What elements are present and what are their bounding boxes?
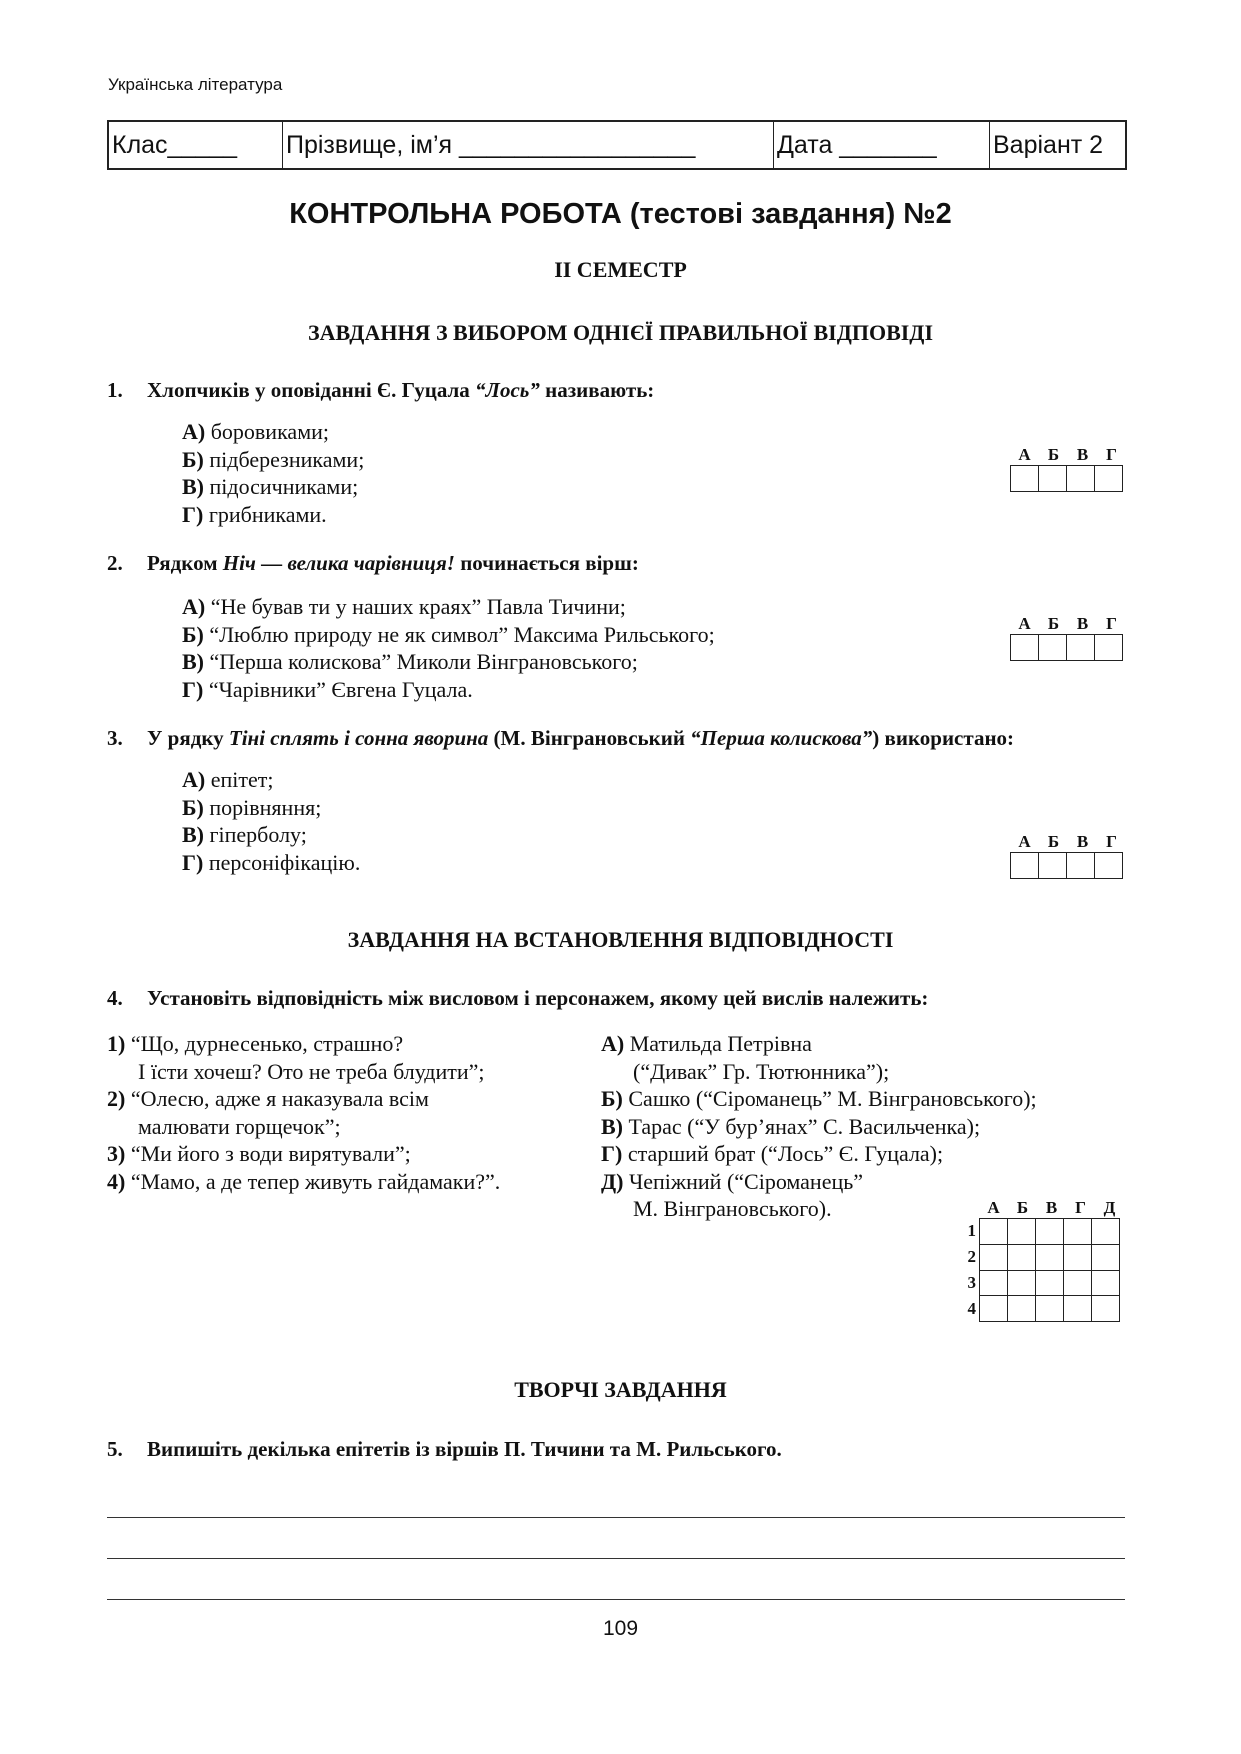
answer-cell[interactable] (980, 1270, 1008, 1296)
option: А) боровиками; (182, 419, 330, 444)
section-heading-single-choice: ЗАВДАННЯ З ВИБОРОМ ОДНІЄЇ ПРАВИЛЬНОЇ ВІДПОВІДІ (307, 320, 934, 345)
question-text: Рядком (147, 551, 223, 575)
option: Г) грибниками. (182, 501, 327, 527)
question-number: 4. (107, 986, 123, 1010)
answer-grid-q1: А Б В Г (1010, 445, 1135, 492)
character-item: А) Матильда Петрівна (601, 1031, 812, 1056)
question-text: Випишіть декілька епітетів із віршів П. Тичини та М. Рильського. (147, 1437, 782, 1461)
answer-cell[interactable] (1092, 1219, 1120, 1245)
question-2 (107, 551, 639, 576)
question-text: починається вірш: (454, 551, 639, 575)
name-field[interactable]: Прізвище, ім’я _________________ (283, 122, 774, 168)
option: Б) підберезниками; (182, 446, 365, 472)
answer-grid-q3: А Б В Г (1010, 832, 1135, 879)
answer-cell[interactable] (1008, 1244, 1036, 1270)
character-item: Д) Чепіжний (“Сіроманець” (601, 1168, 864, 1194)
answer-cell[interactable] (980, 1296, 1008, 1322)
answer-cell[interactable] (1092, 1296, 1120, 1322)
quote-item: І їсти хочеш? Ото не треба блудити”; (138, 1058, 485, 1084)
character-item: М. Вінграновського). (633, 1196, 832, 1221)
quote-item: 4) “Мамо, а де тепер живуть гайдамаки?”. (107, 1168, 501, 1194)
answer-cell[interactable] (1064, 1244, 1092, 1270)
answer-cell[interactable] (1064, 1219, 1092, 1245)
option: А) епітет; (182, 767, 274, 792)
character-item: (“Дивак” Гр. Тютюнника”); (633, 1058, 890, 1084)
subject-label: Українська література (108, 75, 283, 94)
answer-cell[interactable] (1092, 1270, 1120, 1296)
question-number: 2. (107, 551, 123, 575)
question-text: називають: (539, 378, 655, 402)
quote-item: 2) “Олесю, адже я наказувала всім (107, 1086, 429, 1111)
answer-cell[interactable] (1095, 853, 1123, 879)
question-emphasis: “Перша колискова” (690, 726, 873, 750)
answer-cell[interactable] (1039, 853, 1067, 879)
answer-cell[interactable] (1036, 1296, 1064, 1322)
question-4 (107, 986, 928, 1011)
answer-cell[interactable] (980, 1244, 1008, 1270)
section-heading-creative: ТВОРЧІ ЗАВДАННЯ (514, 1377, 727, 1402)
answer-cell[interactable] (1039, 466, 1067, 492)
answer-cell[interactable] (1067, 635, 1095, 661)
option: В) гіперболу; (182, 822, 307, 847)
answer-cell[interactable] (1095, 466, 1123, 492)
answer-grid-q2: А Б В Г (1010, 614, 1135, 661)
matching-answer-grid: А Б В Г Д 1 2 3 4 (962, 1198, 1129, 1322)
question-text: ) використано: (872, 726, 1015, 750)
question-2-options (182, 593, 715, 703)
question-number: 1. (107, 378, 123, 402)
answer-line[interactable] (107, 1517, 1125, 1518)
question-number: 3. (107, 726, 123, 750)
option: Б) порівняння; (182, 794, 322, 820)
answer-cell[interactable] (980, 1219, 1008, 1245)
answer-cell[interactable] (1095, 635, 1123, 661)
page-number: 109 (602, 1617, 639, 1640)
character-item: Б) Сашко (“Сіроманець” М. Вінграновського); (601, 1086, 1037, 1111)
option: Б) “Люблю природу не як символ” Максима Рильського; (182, 621, 715, 647)
question-5 (107, 1437, 782, 1462)
class-field[interactable]: Клас_____ (109, 122, 283, 168)
section-heading-matching: ЗАВДАННЯ НА ВСТАНОВЛЕННЯ ВІДПОВІДНОСТІ (347, 927, 894, 952)
answer-cell[interactable] (1011, 853, 1039, 879)
question-emphasis: Ніч — велика чарівниця! (222, 551, 455, 575)
option: Г) “Чарівники” Євгена Гуцала. (182, 676, 473, 702)
answer-cell[interactable] (1064, 1296, 1092, 1322)
question-3-options (182, 766, 360, 876)
quote-item: 3) “Ми його з води вирятували”; (107, 1141, 411, 1166)
question-text: У рядку (147, 726, 229, 750)
answer-cell[interactable] (1011, 466, 1039, 492)
character-item: Г) старший брат (“Лось” Є. Гуцала); (601, 1141, 944, 1166)
answer-cell[interactable] (1067, 466, 1095, 492)
answer-cell[interactable] (1036, 1270, 1064, 1296)
question-text: Хлопчиків у оповіданні Є. Гуцала (147, 378, 476, 402)
answer-cell[interactable] (1011, 635, 1039, 661)
answer-cell[interactable] (1008, 1296, 1036, 1322)
option: В) підосичниками; (182, 474, 359, 499)
characters-list (601, 1030, 1037, 1223)
quote-item: 1) “Що, дурнесенько, страшно? (107, 1031, 404, 1056)
answer-line[interactable] (107, 1599, 1125, 1600)
answer-cell[interactable] (1039, 635, 1067, 661)
answer-cell[interactable] (1064, 1270, 1092, 1296)
option: А) “Не бував ти у наших краях” Павла Тичини; (182, 594, 626, 619)
question-emphasis: “Лось” (475, 378, 540, 402)
quotes-list (107, 1030, 500, 1195)
question-3 (107, 726, 1014, 751)
question-emphasis: Тіні сплять і сонна яворина (228, 726, 489, 750)
character-item: В) Тарас (“У бур’янах” С. Васильченка); (601, 1113, 981, 1139)
answer-cell[interactable] (1008, 1270, 1036, 1296)
answer-cell[interactable] (1067, 853, 1095, 879)
answer-cell[interactable] (1036, 1219, 1064, 1245)
date-field[interactable]: Дата _______ (774, 122, 990, 168)
option: Г) персоніфікацію. (182, 849, 361, 875)
answer-line[interactable] (107, 1558, 1125, 1559)
question-text: (М. Вінграновський (488, 726, 691, 750)
answer-cell[interactable] (1092, 1244, 1120, 1270)
page-title: КОНТРОЛЬНА РОБОТА (тестові завдання) №2 (289, 198, 952, 230)
variant-label: Варіант 2 (993, 130, 1104, 159)
option: В) “Перша колискова” Миколи Вінграновського; (182, 649, 638, 674)
answer-cell[interactable] (1036, 1244, 1064, 1270)
question-1-options (182, 418, 364, 528)
question-text: Установіть відповідність між висловом і персонажем, якому цей вислів належить: (147, 986, 929, 1010)
question-1 (107, 378, 654, 403)
question-number: 5. (107, 1437, 123, 1461)
semester-heading: II СЕМЕСТР (554, 257, 687, 282)
answer-cell[interactable] (1008, 1219, 1036, 1245)
quote-item: малювати горщечок”; (138, 1113, 341, 1139)
student-info-header (107, 120, 1127, 170)
